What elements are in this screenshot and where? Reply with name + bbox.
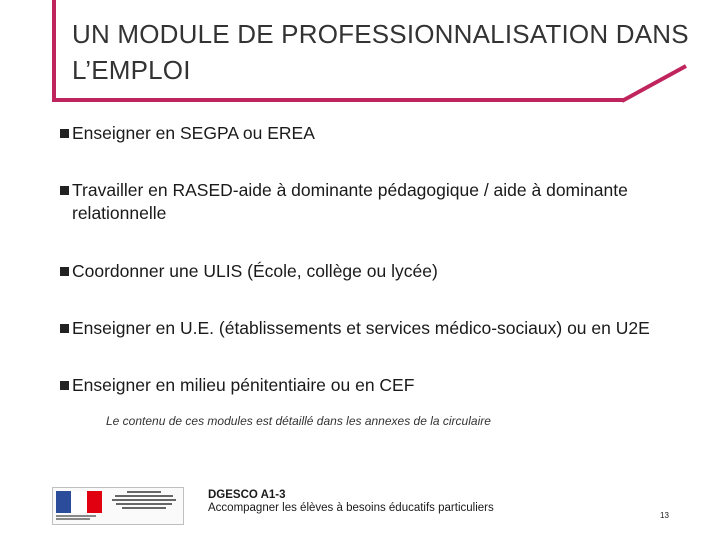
bullet-text: Enseigner en milieu pénitentiaire ou en CEF (72, 375, 415, 395)
page-title: UN MODULE DE PROFESSIONNALISATION DANS L’EMPLOI (72, 19, 689, 85)
logo-tagline-lines (56, 515, 102, 521)
bullet-text: Enseigner en U.E. (établissements et services médico-sociaux) ou en U2E (72, 318, 650, 338)
bullet-item (58, 374, 688, 397)
square-bullet-icon (60, 324, 69, 333)
square-bullet-icon (60, 381, 69, 390)
bullet-item (58, 122, 688, 145)
footer-subtitle: Accompagner les élèves à besoins éducatifs particuliers (208, 502, 494, 514)
square-bullet-icon (60, 186, 69, 195)
ministry-logo (52, 487, 184, 525)
page-number: 13 (660, 511, 669, 520)
bullet-text: Enseigner en SEGPA ou EREA (72, 123, 315, 143)
footer-code: DGESCO A1-3 (208, 489, 286, 501)
bullet-item (58, 260, 688, 283)
annex-note: Le contenu de ces modules est détaillé dans les annexes de la circulaire (106, 414, 491, 428)
bullet-text: Travailler en RASED-aide à dominante pédagogique / aide à dominante relationnelle (72, 180, 628, 223)
square-bullet-icon (60, 129, 69, 138)
marianne-flag-icon (56, 491, 102, 513)
footer-text (208, 489, 494, 515)
bullet-item (58, 317, 688, 340)
logo-ministry-lines (109, 491, 179, 521)
bullet-item (58, 179, 688, 225)
square-bullet-icon (60, 267, 69, 276)
bullet-text: Coordonner une ULIS (École, collège ou lycée) (72, 261, 438, 281)
